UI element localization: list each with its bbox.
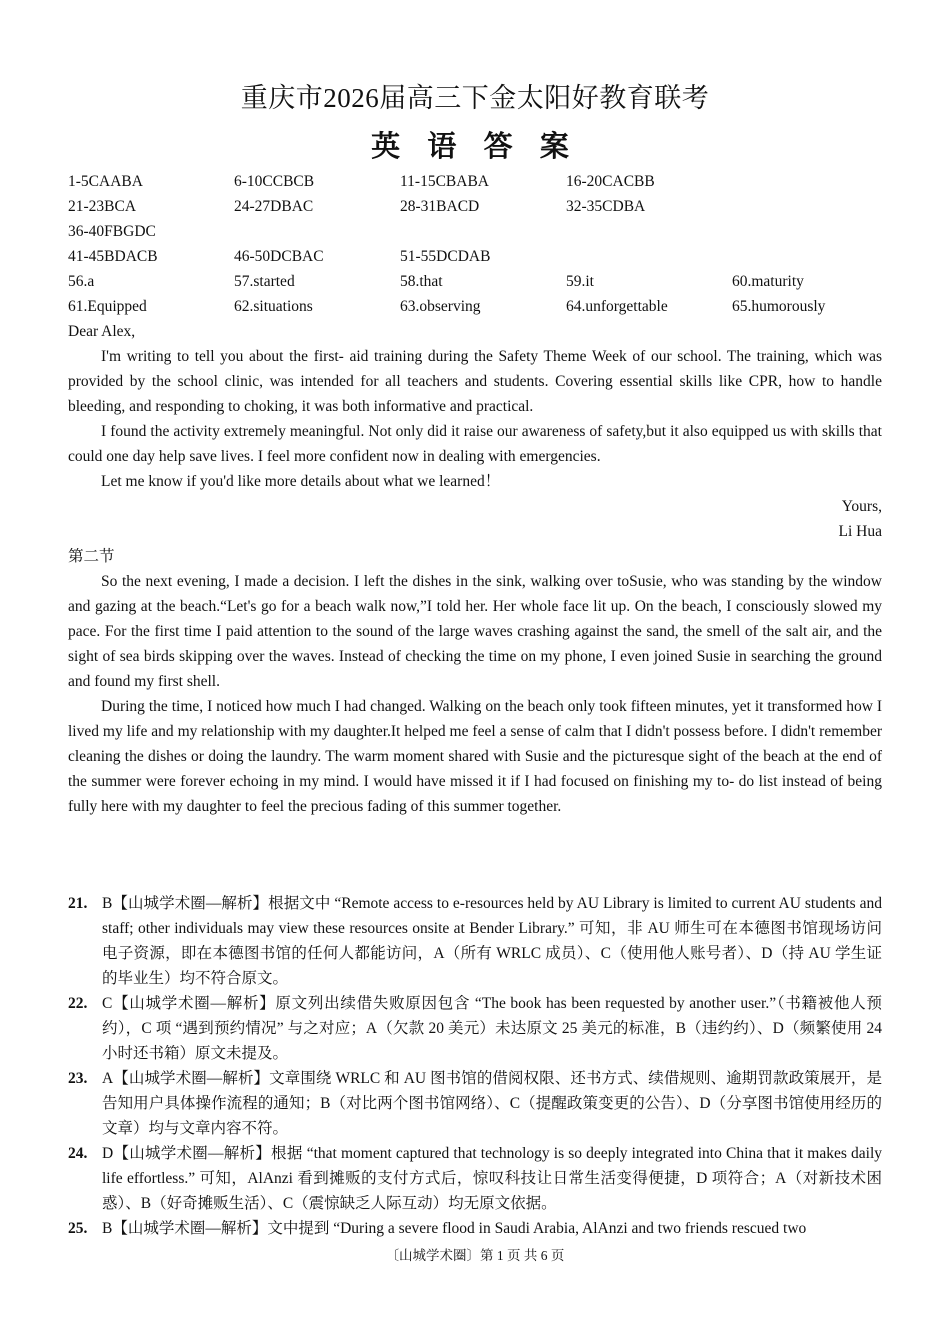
answer-cell — [566, 219, 732, 244]
answer-cell — [234, 219, 400, 244]
page-footer: 〔山城学术圈〕第 1 页 共 6 页 — [385, 1248, 565, 1263]
item-number: 21. — [68, 895, 88, 912]
letter-paragraph: I found the activity extremely meaningful. Not only did it raise our awareness of safety,but it also equipped us with skills that could one day help save lives. I feel more confident now in dealing with emergencies. — [68, 423, 882, 465]
answer-cell: 1-5CAABA — [68, 173, 143, 190]
item-number: 22. — [68, 995, 88, 1012]
explanation-item — [68, 1141, 882, 1216]
answer-cell: 36-40FBGDC — [68, 223, 156, 240]
explanation-item — [68, 1066, 882, 1141]
letter-salutation: Dear Alex, — [68, 323, 136, 340]
page-subtitle: 英 语 答 案 — [371, 131, 579, 163]
item-text: B【山城学术圈—解析】根据文中 “Remote access to e-resources held by AU Library is limited to current AU students and staff; other individuals may view these resources onsite at Bender Library.” 可知，非 AU 师生可在本德图书馆现场访问电子资源，即在本德图书馆的任何人都能访问，A（所有 WRLC 成员）、C（使用他人账号者）、D（持 AU 学生证的毕业生）均不符合原文。 — [102, 895, 882, 987]
answer-key-table — [68, 169, 898, 319]
answer-cell: 63.observing — [400, 298, 481, 315]
answer-cell: 11-15CBABA — [400, 173, 489, 190]
letter-signature: Li Hua — [838, 523, 882, 540]
item-number: 25. — [68, 1220, 88, 1237]
explanation-item — [68, 891, 882, 991]
answer-cell: 51-55DCDAB — [400, 248, 491, 265]
answer-cell: 58.that — [400, 273, 443, 290]
answer-cell: 60.maturity — [732, 273, 804, 290]
answer-cell: 24-27DBAC — [234, 198, 314, 215]
answer-row — [68, 269, 898, 294]
item-text: D【山城学术圈—解析】根据 “that moment captured that technology is so deeply integrated into China that it makes daily life effortless.” 可知，AlAnzi 看到摊贩的支付方式后，惊叹科技让日常生活变得便捷，D 项符合；A（对新技术困惑）、B（好奇摊贩生活）、C（震惊缺乏人际互动）均无原文依据。 — [102, 1145, 882, 1212]
item-text: C【山城学术圈—解析】原文列出续借失败原因包含 “The book has been requested by another user.”（书籍被他人预约），C 项 “遇到预约情况” 与之对应；A（欠款 20 美元）未达原文 25 美元的标准，B（违约约）、D（频繁使用 24 小时还书箱）原文未提及。 — [102, 995, 882, 1062]
answer-cell: 57.started — [234, 273, 295, 290]
answer-cell — [732, 169, 898, 194]
answer-cell: 46-50DCBAC — [234, 248, 324, 265]
answer-cell: 32-35CDBA — [566, 198, 646, 215]
answer-cell — [732, 244, 898, 269]
page-title: 重庆市2026届高三下金太阳好教育联考 — [240, 83, 710, 113]
item-text: A【山城学术圈—解析】文章围绕 WRLC 和 AU 图书馆的借阅权限、还书方式、续借规则、逾期罚款政策展开，是告知用户具体操作流程的通知；B（对比两个图书馆网络）、C（提醒政策变更的公告）、D（分享图书馆使用经历的文章）均与文章内容不符。 — [102, 1070, 882, 1137]
answer-cell: 65.humorously — [732, 298, 826, 315]
letter-paragraph: I'm writing to tell you about the first- aid training during the Safety Theme Week of our school. The training, which was provided by the school clinic, was intended for all teachers and students. Covering essential skills like CPR, how to handle bleeding, and responding to choking, it was both informative and practical. — [68, 348, 882, 415]
answer-cell: 41-45BDACB — [68, 248, 158, 265]
letter-paragraph: Let me know if you'd like more details about what we learned！ — [101, 473, 501, 490]
answer-cell: 16-20CACBB — [566, 173, 655, 190]
explanation-item — [68, 991, 882, 1066]
answer-row — [68, 219, 898, 244]
item-number: 24. — [68, 1145, 88, 1162]
answer-cell: 56.a — [68, 273, 95, 290]
answer-cell: 61.Equipped — [68, 298, 147, 315]
answer-row — [68, 244, 898, 269]
explanation-list — [68, 891, 882, 1241]
answer-cell — [732, 219, 898, 244]
answer-row — [68, 169, 898, 194]
explanation-item — [68, 1216, 882, 1241]
answer-cell: 28-31BACD — [400, 198, 480, 215]
answer-cell: 64.unforgettable — [566, 298, 668, 315]
answer-cell — [566, 244, 732, 269]
letter-closing: Yours, — [841, 498, 882, 515]
answer-cell — [400, 219, 566, 244]
answer-row — [68, 294, 898, 319]
continuation-paragraph: So the next evening, I made a decision. I left the dishes in the sink, walking over toSusie, who was standing by the window and gazing at the beach.“Let's go for a beach walk now,”I told her. Her whole face lit up. On the beach, I consciously slowed my pace. For the first time I paid attention to the sound of the large waves crashing against the sand, the smell of the salt air, and the sight of sea birds skipping over the waves. Instead of checking the time on my phone, I even joined Susie in searching the ground and found my first shell. — [68, 573, 882, 690]
answer-cell: 59.it — [566, 273, 594, 290]
item-text: B【山城学术圈—解析】文中提到 “During a severe flood in Saudi Arabia, AlAnzi and two friends rescued two — [102, 1220, 807, 1237]
continuation-paragraph: During the time, I noticed how much I had changed. Walking on the beach only took fifteen minutes, yet it transformed how I lived my life and my relationship with my daughter.It helped me feel a sense of calm that I didn't possess before. I didn't remember cleaning the dishes or doing the laundry. The warm moment shared with Susie and the picturesque sight of the beach at the end of the summer were forever echoing in my mind. I would have missed it if I had focused on finishing my to- do list instead of being fully here with my daughter to feel the precious fading of this summer together. — [68, 698, 882, 815]
answer-row — [68, 194, 898, 219]
section-heading: 第二节 — [68, 548, 115, 565]
answer-cell — [732, 194, 898, 219]
sample-letter — [68, 319, 882, 819]
answer-cell: 62.situations — [234, 298, 313, 315]
item-number: 23. — [68, 1070, 88, 1087]
answer-cell: 21-23BCA — [68, 198, 137, 215]
answer-cell: 6-10CCBCB — [234, 173, 315, 190]
